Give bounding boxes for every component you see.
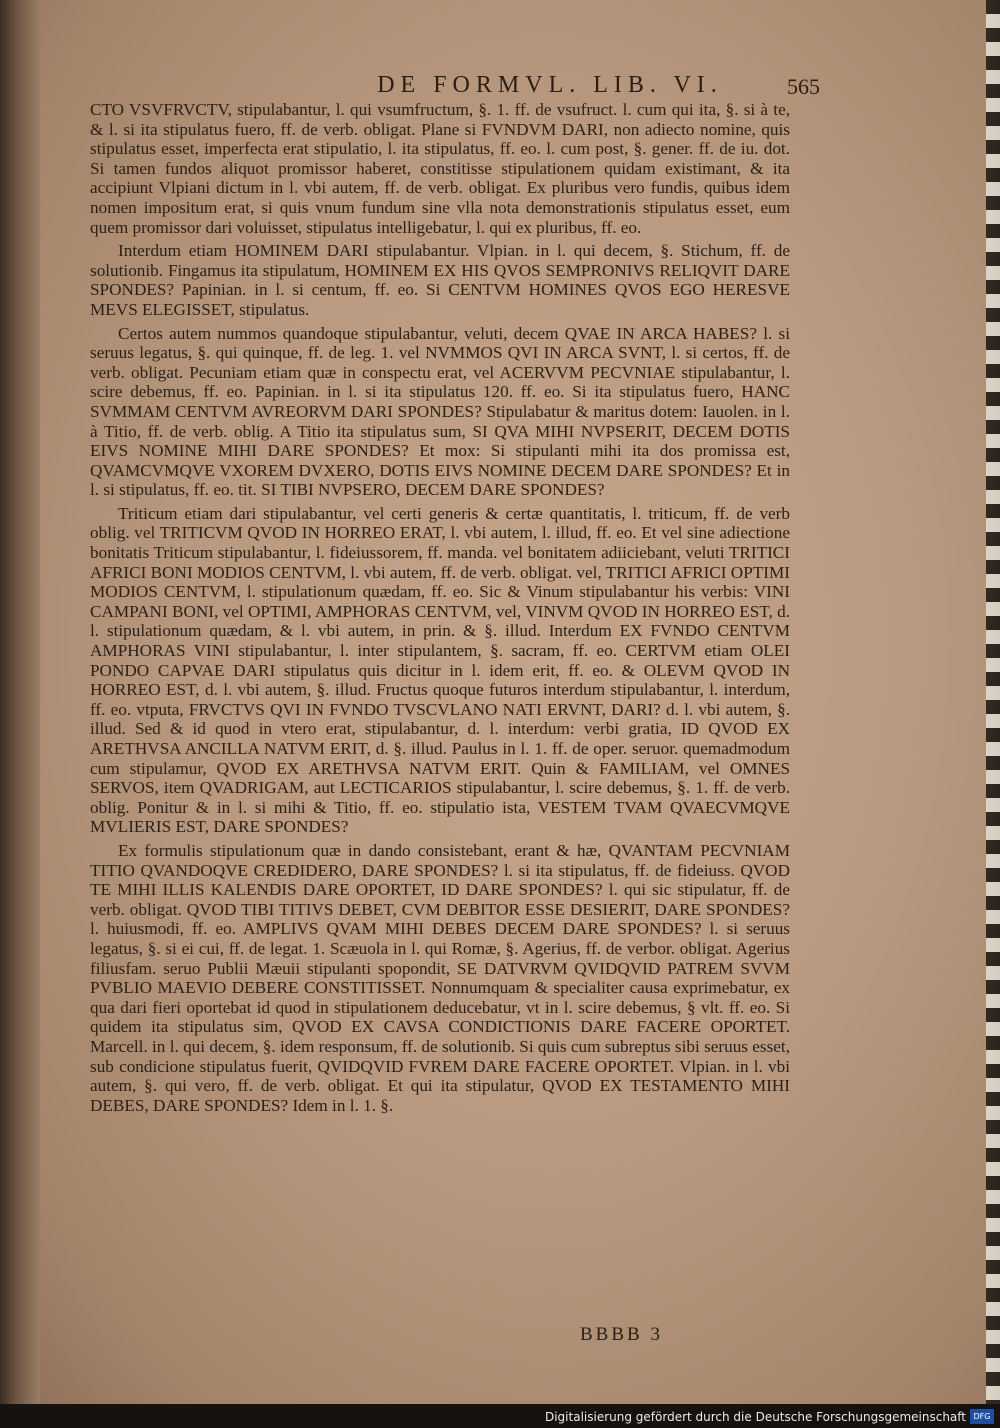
signature-mark: BBBB 3 xyxy=(580,1324,663,1345)
paragraph-3: Certos autem nummos quandoque stipulabantur, veluti, decem QVAE IN ARCA HABES? l. si seruus legatus, §. qui quinque, ff. de leg. 1. vel NVMMOS QVI IN ARCA SVNT, l. si certos, ff. de verb. obligat. Pecuniam etiam quæ in conspectu erat, vel ACERVVM PECVNIAE stipulabantur, l. scire debemus, ff. eo. Papinian. in l. si ita stipulatus 120. ff. eo. Si ita stipulatus fuero, HANC SVMMAM CENTVM AVREORVM DARI SPONDES? Stipulabatur & maritus dotem: Iauolen. in l. à Titio, ff. de verb. oblig. A Titio ita stipulatus sum, SI QVA MIHI NVPSERIT, DECEM DOTIS EIVS NOMINE MIHI DARE SPONDES? Et mox: Si stipulanti mihi ita dos promissa est, QVAMCVMQVE VXOREM DVXERO, DOTIS EIVS NOMINE DECEM DARE SPONDES? Et in l. si stipulatus, ff. eo. tit. SI TIBI NVPSERO, DECEM DARE SPONDES? xyxy=(90,323,790,500)
body-text xyxy=(90,100,790,1119)
footer-credit: Digitalisierung gefördert durch die Deutsche Forschungsgemeinschaft xyxy=(544,1410,966,1424)
book-binding-gutter xyxy=(0,0,40,1428)
paragraph-2: Interdum etiam HOMINEM DARI stipulabantur. Vlpian. in l. qui decem, §. Stichum, ff. de solutionib. Fingamus ita stipulatum, HOMINEM EX HIS QVOS SEMPRONIVS RELIQVIT DARE SPONDES? Papinian. in l. si centum, ff. eo. Si CENTVM HOMINES QVOS EGO HERESVE MEVS ELEGISSET, stipulatus. xyxy=(90,241,790,319)
running-head: DE FORMVL. LIB. VI. xyxy=(377,72,723,98)
dfg-logo-icon: DFG xyxy=(970,1409,994,1424)
paragraph-5: Ex formulis stipulationum quæ in dando consistebant, erant & hæ, QVANTAM PECVNIAM TITIO QVANDOQVE CREDIDERO, DARE SPONDES? l. si ita stipulatus, ff. de fideiuss. QVOD TE MIHI ILLIS KALENDIS DARE OPORTET, ID DARE SPONDES? l. qui sic stipulatur, ff. de verb. obligat. QVOD TIBI TITIVS DEBET, CVM DEBITOR ESSE DESIERIT, DARE SPONDES? l. huiusmodi, ff. eo. AMPLIVS QVAM MIHI DEBES DECEM DARE SPONDES? l. si seruus legatus, §. si ei cui, ff. de legat. 1. Scæuola in l. qui Romæ, §. Agerius, ff. de verbor. obligat. Agerius filiusfam. seruo Publii Mæuii stipulanti spopondit, SE DATVRVM QVIDQVID PATREM SVVM PVBLIO MAEVIO DEBERE CONSTITISSET. Nonnumquam & specialiter causa exprimebatur, ex qua dari fieri oportebat id quod in stipulationem deducebatur, vt in l. scire debemus, § vlt. ff. eo. Si quidem ita stipulatus sim, QVOD EX CAVSA CONDICTIONIS DARE FACERE OPORTET. Marcell. in l. qui decem, §. idem responsum, ff. de solutionib. Si quis cum subreptus sibi seruus esset, sub condicione stipulatus fuerit, QVIDQVID FVREM DARE FACERE OPORTET. Vlpian. in l. vbi autem, §. qui vero, ff. de verb. obligat. Et qui ita stipulatur, QVOD EX TESTAMENTO MIHI DEBES, DARE SPONDES? Idem in l. 1. §. xyxy=(90,840,790,1115)
paragraph-4: Triticum etiam dari stipulabantur, vel certi generis & certæ quantitatis, l. triticum, ff. de verb oblig. vel TRITICVM QVOD IN HORREO ERAT, l. vbi autem, l. illud, ff. eo. Et vel sine adiectione bonitatis Triticum stipulabantur, l. fideiussorem, ff. manda. vel bonitatem adiiciebant, veluti TRITICI AFRICI BONI MODIOS CENTVM, l. vbi autem, ff. de verb. obligat. vel, TRITICI AFRICI OPTIMI MODIOS CENTVM, l. stipulationum quædam, ff. eo. Sic & Vinum stipulabantur his verbis: VINI CAMPANI BONI, vel OPTIMI, AMPHORAS CENTVM, vel, VINVM QVOD IN HORREO EST, d. l. stipulationum quædam, & l. vbi autem, in prin. & §. illud. Interdum EX FVNDO CENTVM AMPHORAS VINI stipulabantur, l. inter stipulantem, §. sacram, ff. eo. CERTVM etiam OLEI PONDO CAPVAE DARI stipulatus quis dicitur in l. idem erit, ff. eo. & OLEVM QVOD IN HORREO EST, d. l. vbi autem, §. illud. Fructus quoque futuros interdum stipulabantur, l. interdum, ff. eo. vtputa, FRVCTVS QVI IN FVNDO TVSCVLANO NATI ERVNT, DARI? d. l. vbi autem, §. illud. Sed & id quod in vtero erat, stipulabantur, d. l. interdum: verbi gratia, ID QVOD EX ARETHVSA ANCILLA NATVM ERIT, d. §. illud. Paulus in l. 1. ff. de oper. seruor. quemadmodum cum stipulamur, QVOD EX ARETHVSA NATVM ERIT. Quin & FAMILIAM, vel OMNES SERVOS, item QVADRIGAM, aut LECTICARIOS stipulabantur, l. scire debemus, §. 1. ff. de verb. oblig. Ponitur & in l. si mihi & Titio, ff. eo. stipulatio ista, VESTEM TVAM QVAECVMQVE MVLIERIS EST, DARE SPONDES? xyxy=(90,503,790,837)
paragraph-1: CTO VSVFRVCTV, stipulabantur, l. qui vsumfructum, §. 1. ff. de vsufruct. l. cum qui ita, §. si à te, & l. si ita stipulatus fuero, ff. de verb. obligat. Plane si FVNDVM DARI, non adiecto nomine, quis stipulatus esset, imperfecta erat stipulatio, l. ita stipulatus, ff. eo. l. cum post, §. gener. ff. de iu. dot. Si tamen fundos aliquot promissor haberet, constitisse stipulationem quidam existimant, & ita accipiunt Vlpiani dictum in l. vbi autem, ff. de verb. obligat. Ex pluribus vero fundis, quibus idem nomen impositum erat, si quis vnum fundum sine vlla nota demonstrationis stipulatus esset, eum quem promissor dari voluisset, stipulatus intelligebatur, l. qui ex pluribus, ff. eo. xyxy=(90,100,790,237)
color-scale-bar xyxy=(986,0,1000,1405)
footer-bar xyxy=(0,1404,1000,1428)
page-number: 565 xyxy=(787,74,820,99)
